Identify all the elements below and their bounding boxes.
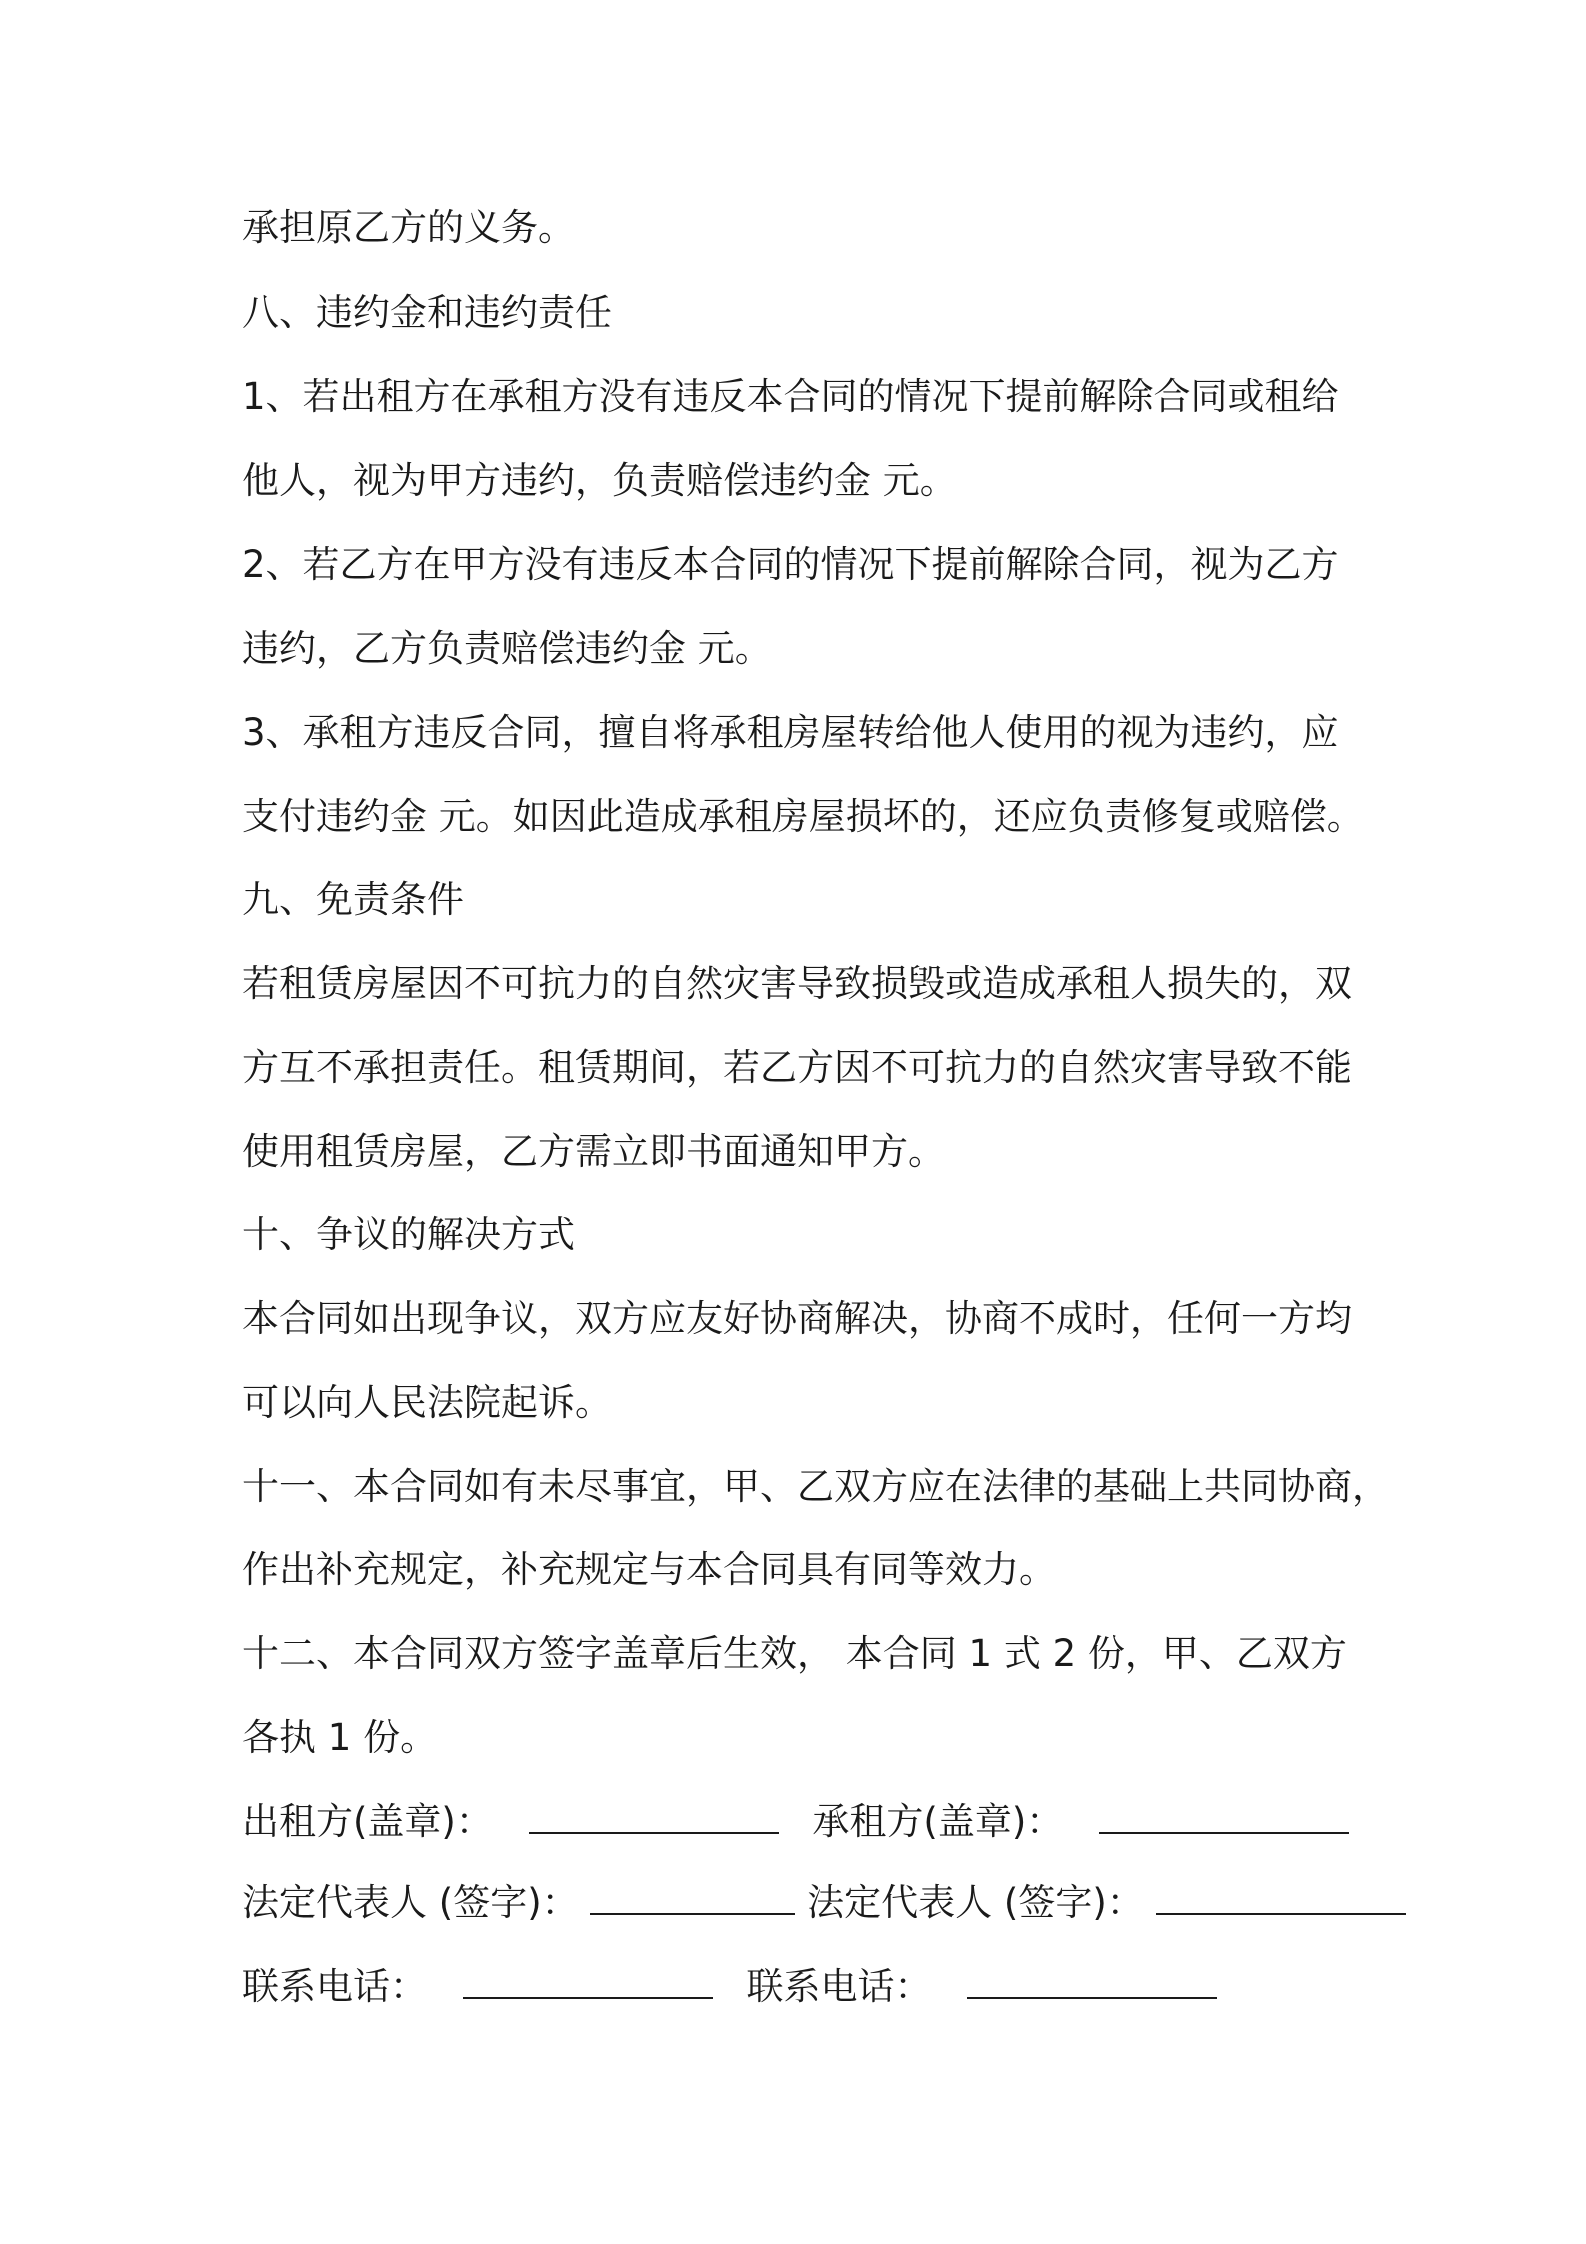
paragraph-line: 承担原乙方的义务。 [242,206,575,249]
paragraph-line: 若租赁房屋因不可抗力的自然灾害导致损毁或造成承租人损失的，双 [242,962,1352,1005]
paragraph-line: 作出补充规定，补充规定与本合同具有同等效力。 [242,1548,1056,1591]
paragraph-line: 本合同如出现争议，双方应友好协商解决，协商不成时，任何一方均 [242,1297,1352,1340]
lessee-phone-label: 联系电话： [746,1965,932,2008]
paragraph-line: 各执 1 份。 [242,1716,438,1759]
paragraph-line: 支付违约金 元。如因此造成承租房屋损坏的，还应负责修复或赔偿。 [242,795,1364,838]
paragraph-line: 可以向人民法院起诉。 [242,1381,612,1424]
paragraph-line: 方互不承担责任。租赁期间，若乙方因不可抗力的自然灾害导致不能 [242,1046,1352,1089]
section-heading-dispute: 十、争议的解决方式 [242,1213,575,1256]
lessee-rep-blank[interactable] [1156,1879,1406,1915]
signature-row-phone [242,1962,1217,2012]
lessor-phone-label: 联系电话： [242,1965,427,2008]
lessor-rep-blank[interactable] [590,1879,795,1915]
paragraph-line: 3、承租方违反合同，擅自将承租房屋转给他人使用的视为违约，应 [242,711,1339,754]
section-heading-exemption: 九、免责条件 [242,878,464,921]
paragraph-line: 2、若乙方在甲方没有违反本合同的情况下提前解除合同，视为乙方 [242,543,1339,586]
paragraph-line: 十一、本合同如有未尽事宜，甲、乙双方应在法律的基础上共同协商， [242,1465,1389,1508]
lessor-seal-label: 出租方(盖章)： [242,1800,493,1843]
lessee-seal-label: 承租方(盖章)： [812,1800,1064,1843]
lessor-rep-label: 法定代表人 (签字)： [242,1881,579,1924]
section-heading-penalty: 八、违约金和违约责任 [242,291,612,334]
paragraph-line: 1、若出租方在承租方没有违反本合同的情况下提前解除合同或租给 [242,375,1339,418]
lessor-phone-blank[interactable] [463,1963,713,1999]
paragraph-line: 使用租赁房屋，乙方需立即书面通知甲方。 [242,1130,945,1173]
lessor-seal-blank[interactable] [529,1798,779,1834]
paragraph-line: 违约，乙方负责赔偿违约金 元。 [242,627,772,670]
lessee-seal-blank[interactable] [1099,1798,1349,1834]
lessee-rep-label: 法定代表人 (签字)： [807,1881,1144,1924]
lessee-phone-blank[interactable] [967,1963,1217,1999]
paragraph-line: 十二、本合同双方签字盖章后生效， 本合同 1 式 2 份，甲、乙双方 [242,1632,1347,1675]
signature-row-seal [242,1797,1349,1847]
paragraph-line: 他人，视为甲方违约，负责赔偿违约金 元。 [242,459,957,502]
signature-row-representative [242,1878,1406,1928]
